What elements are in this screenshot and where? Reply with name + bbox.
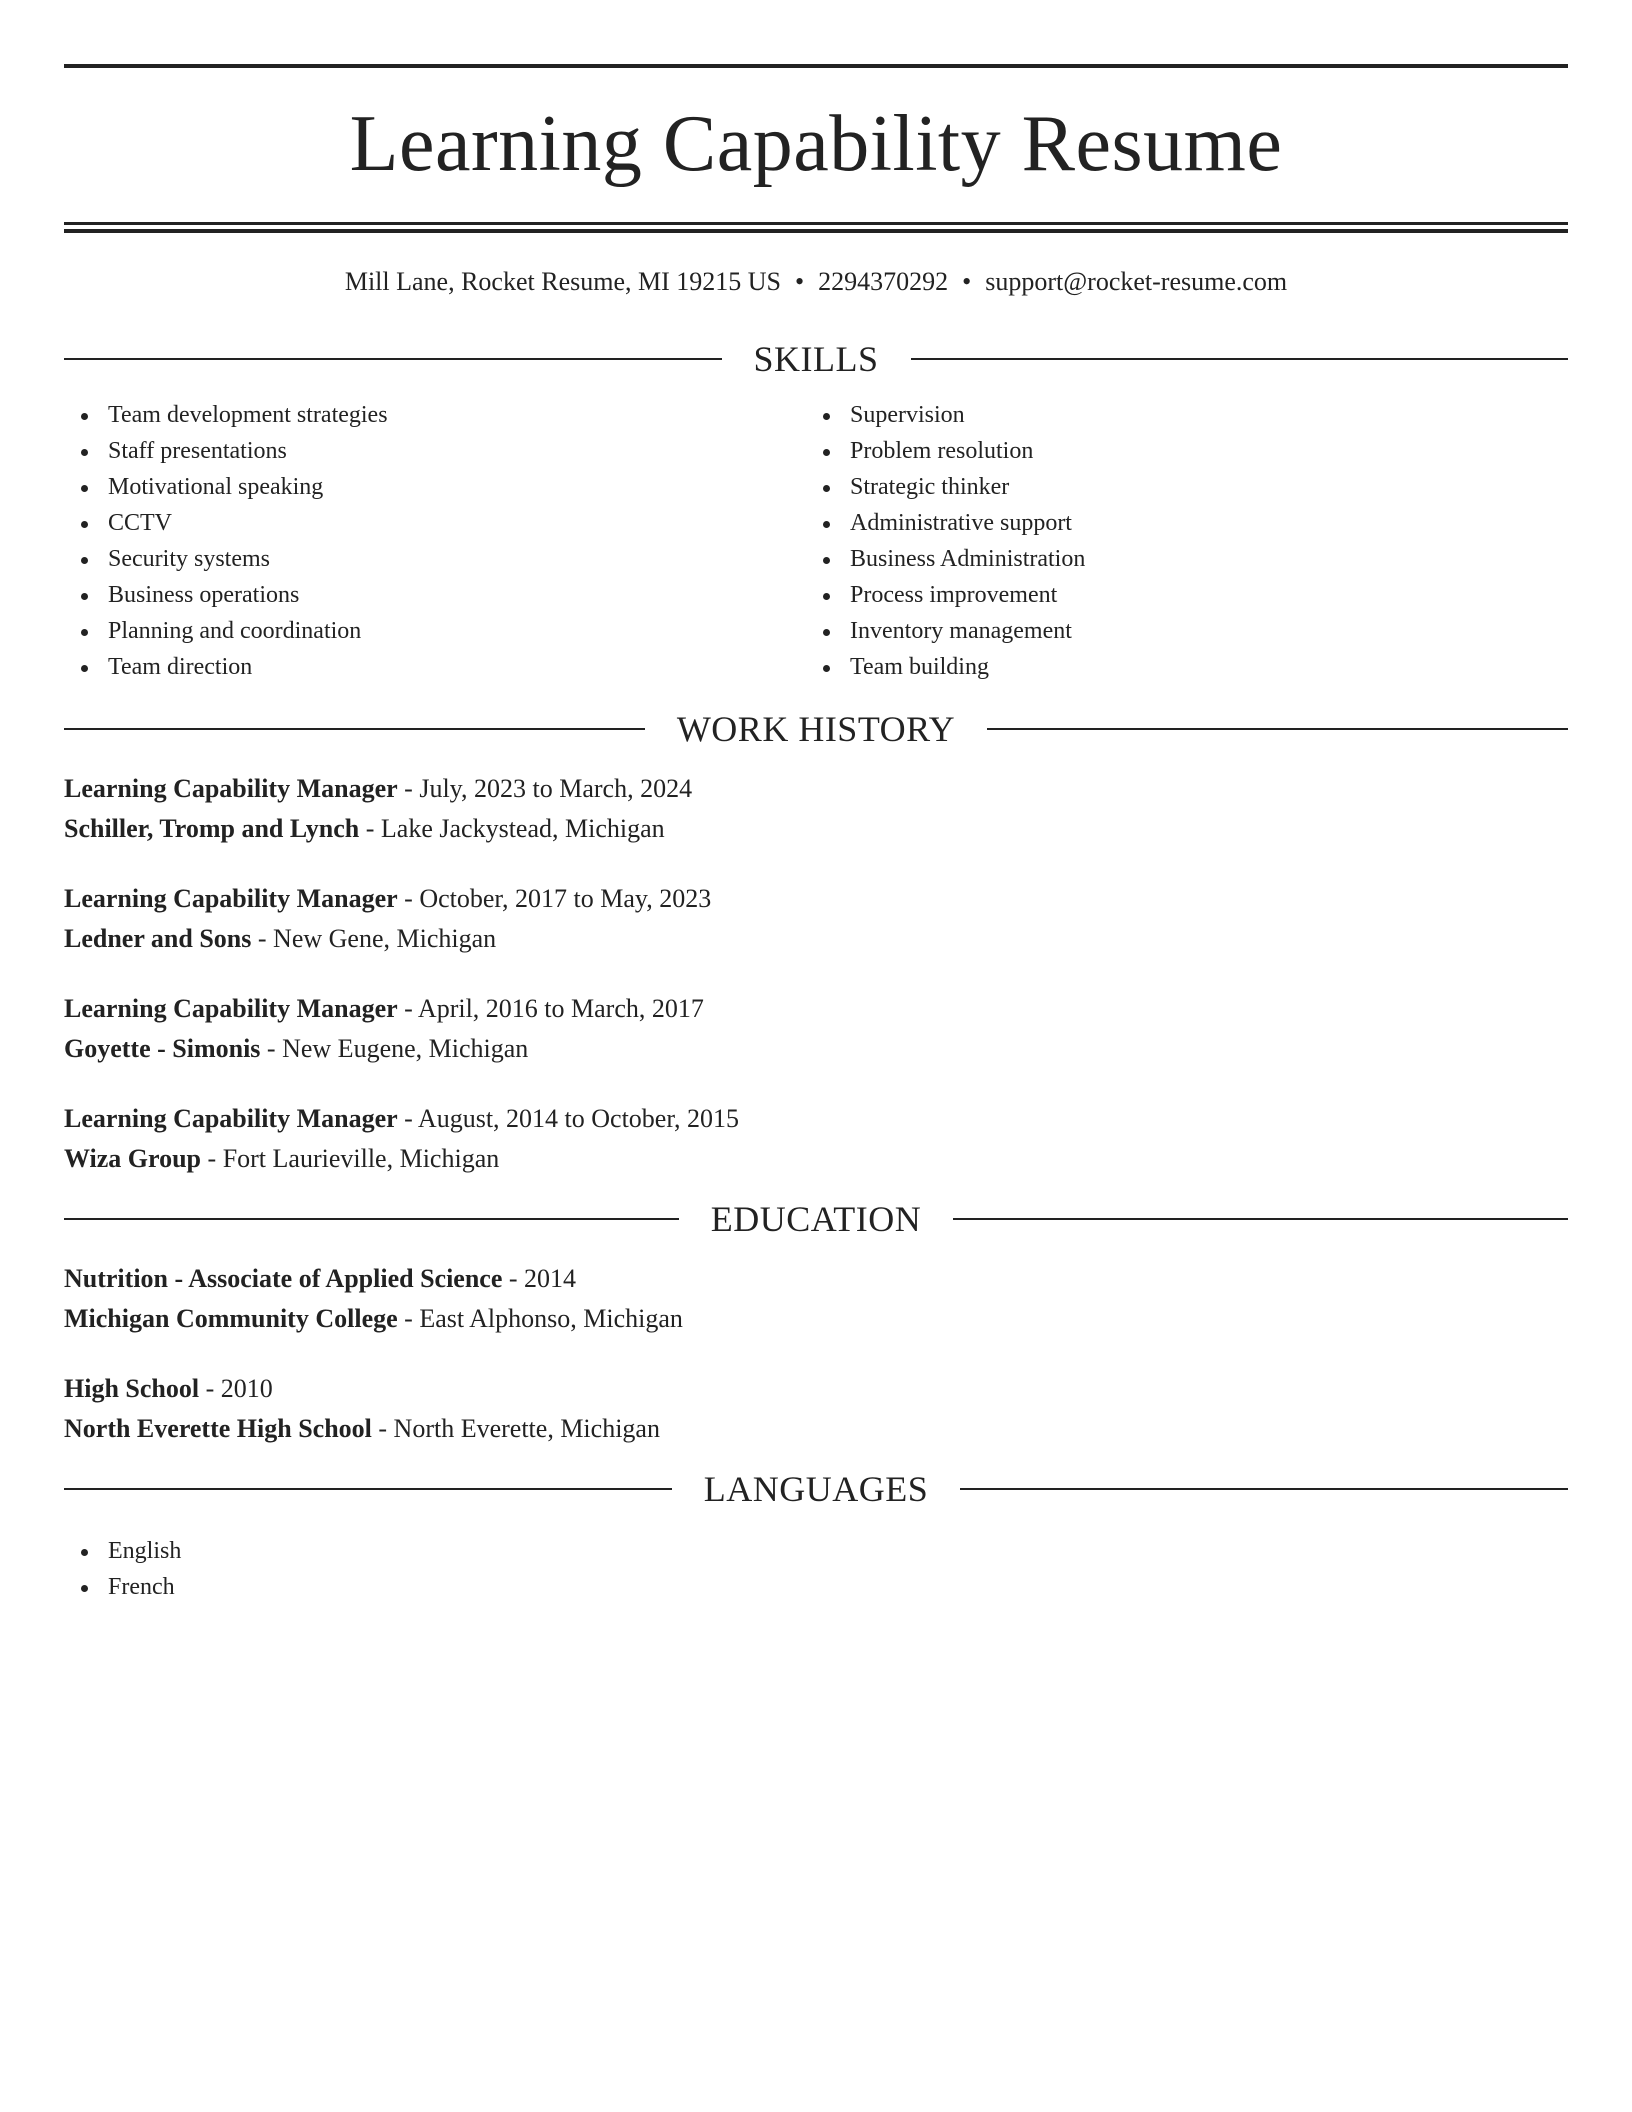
work-entry-header — [64, 769, 1568, 809]
work-entry — [64, 989, 1568, 1069]
section-rule — [64, 728, 645, 730]
contact-separator: • — [795, 267, 805, 296]
title-double-rule — [64, 222, 1568, 233]
resume-page — [64, 64, 1568, 1605]
job-title: Learning Capability Manager — [64, 774, 398, 803]
language-item: French — [64, 1569, 1568, 1605]
job-title: Learning Capability Manager — [64, 884, 398, 913]
job-location: New Eugene, Michigan — [282, 1034, 529, 1063]
company-name: Ledner and Sons — [64, 924, 252, 953]
work-entry-employer — [64, 1029, 1568, 1069]
dash: - — [404, 1304, 413, 1333]
dash: - — [378, 1414, 388, 1443]
work-entry-employer — [64, 809, 1568, 849]
resume-title: Learning Capability Resume — [349, 100, 1283, 188]
section-rule — [953, 1218, 1568, 1220]
section-rule — [64, 1218, 679, 1220]
contact-email: support@rocket-resume.com — [985, 267, 1288, 296]
contact-separator: • — [962, 267, 972, 296]
dash: - — [404, 1104, 413, 1133]
job-dates: April, 2016 to March, 2017 — [417, 994, 704, 1023]
education-entry-school — [64, 1409, 1568, 1449]
dash: - — [404, 774, 413, 803]
work-entry-employer — [64, 1139, 1568, 1179]
job-dates: October, 2017 to May, 2023 — [419, 884, 712, 913]
job-dates: July, 2023 to March, 2024 — [419, 774, 693, 803]
dash: - — [508, 1264, 518, 1293]
work-entry-employer — [64, 919, 1568, 959]
skill-item: Motivational speaking — [64, 469, 806, 505]
company-name: Goyette - Simonis — [64, 1034, 261, 1063]
section-rule — [64, 1488, 672, 1490]
skill-item: Process improvement — [806, 577, 1548, 613]
skills-column-left — [64, 397, 806, 685]
skill-item: Planning and coordination — [64, 613, 806, 649]
section-rule — [911, 358, 1569, 360]
contact-address: Mill Lane, Rocket Resume, MI 19215 US — [344, 267, 782, 296]
education-entry-header — [64, 1259, 1568, 1299]
education-heading-label: EDUCATION — [710, 1199, 922, 1239]
job-title: Learning Capability Manager — [64, 994, 398, 1023]
skill-item: Security systems — [64, 541, 806, 577]
company-name: Schiller, Tromp and Lynch — [64, 814, 360, 843]
languages-heading — [64, 1467, 1568, 1511]
school-name: North Everette High School — [64, 1414, 372, 1443]
skill-item: Team direction — [64, 649, 806, 685]
skills-column-right — [806, 397, 1548, 685]
dash: - — [207, 1144, 217, 1173]
school-location: North Everette, Michigan — [393, 1414, 660, 1443]
work-entry — [64, 769, 1568, 849]
education-list — [64, 1259, 1568, 1449]
dash: - — [205, 1374, 215, 1403]
work-entry-header — [64, 1099, 1568, 1139]
section-rule — [64, 358, 722, 360]
job-location: Fort Laurieville, Michigan — [222, 1144, 500, 1173]
skill-item: Team development strategies — [64, 397, 806, 433]
company-name: Wiza Group — [64, 1144, 202, 1173]
degree: High School — [64, 1374, 200, 1403]
language-item: English — [64, 1533, 1568, 1569]
graduation-year: 2010 — [220, 1374, 273, 1403]
skill-item: CCTV — [64, 505, 806, 541]
work-entry — [64, 1099, 1568, 1179]
education-entry-school — [64, 1299, 1568, 1339]
skills-heading — [64, 337, 1568, 381]
education-heading — [64, 1197, 1568, 1241]
dash: - — [404, 994, 413, 1023]
languages-heading-label: LANGUAGES — [703, 1469, 929, 1509]
work-history-list — [64, 769, 1568, 1179]
skills-heading-label: SKILLS — [753, 339, 879, 379]
education-entry-header — [64, 1369, 1568, 1409]
languages-list — [64, 1533, 1568, 1605]
degree: Nutrition - Associate of Applied Science — [64, 1264, 503, 1293]
skill-item: Team building — [806, 649, 1548, 685]
job-location: Lake Jackystead, Michigan — [380, 814, 665, 843]
section-rule — [960, 1488, 1568, 1490]
skill-item: Business Administration — [806, 541, 1548, 577]
skill-item: Inventory management — [806, 613, 1548, 649]
skill-item: Strategic thinker — [806, 469, 1548, 505]
education-entry — [64, 1369, 1568, 1449]
skills-list — [64, 397, 1568, 685]
work-history-heading-label: WORK HISTORY — [676, 709, 956, 749]
graduation-year: 2014 — [524, 1264, 577, 1293]
school-name: Michigan Community College — [64, 1304, 398, 1333]
skill-item: Problem resolution — [806, 433, 1548, 469]
dash: - — [257, 924, 267, 953]
top-rule — [64, 64, 1568, 68]
job-location: New Gene, Michigan — [273, 924, 497, 953]
work-entry — [64, 879, 1568, 959]
dash: - — [266, 1034, 276, 1063]
dash: - — [404, 884, 413, 913]
skill-item: Staff presentations — [64, 433, 806, 469]
work-history-heading — [64, 707, 1568, 751]
dash: - — [365, 814, 375, 843]
job-title: Learning Capability Manager — [64, 1104, 398, 1133]
contact-phone: 2294370292 — [818, 267, 949, 296]
section-rule — [987, 728, 1568, 730]
school-location: East Alphonso, Michigan — [419, 1304, 683, 1333]
contact-line — [64, 265, 1568, 299]
skill-item: Business operations — [64, 577, 806, 613]
work-entry-header — [64, 879, 1568, 919]
skill-item: Administrative support — [806, 505, 1548, 541]
skill-item: Supervision — [806, 397, 1548, 433]
job-dates: August, 2014 to October, 2015 — [417, 1104, 739, 1133]
work-entry-header — [64, 989, 1568, 1029]
education-entry — [64, 1259, 1568, 1339]
